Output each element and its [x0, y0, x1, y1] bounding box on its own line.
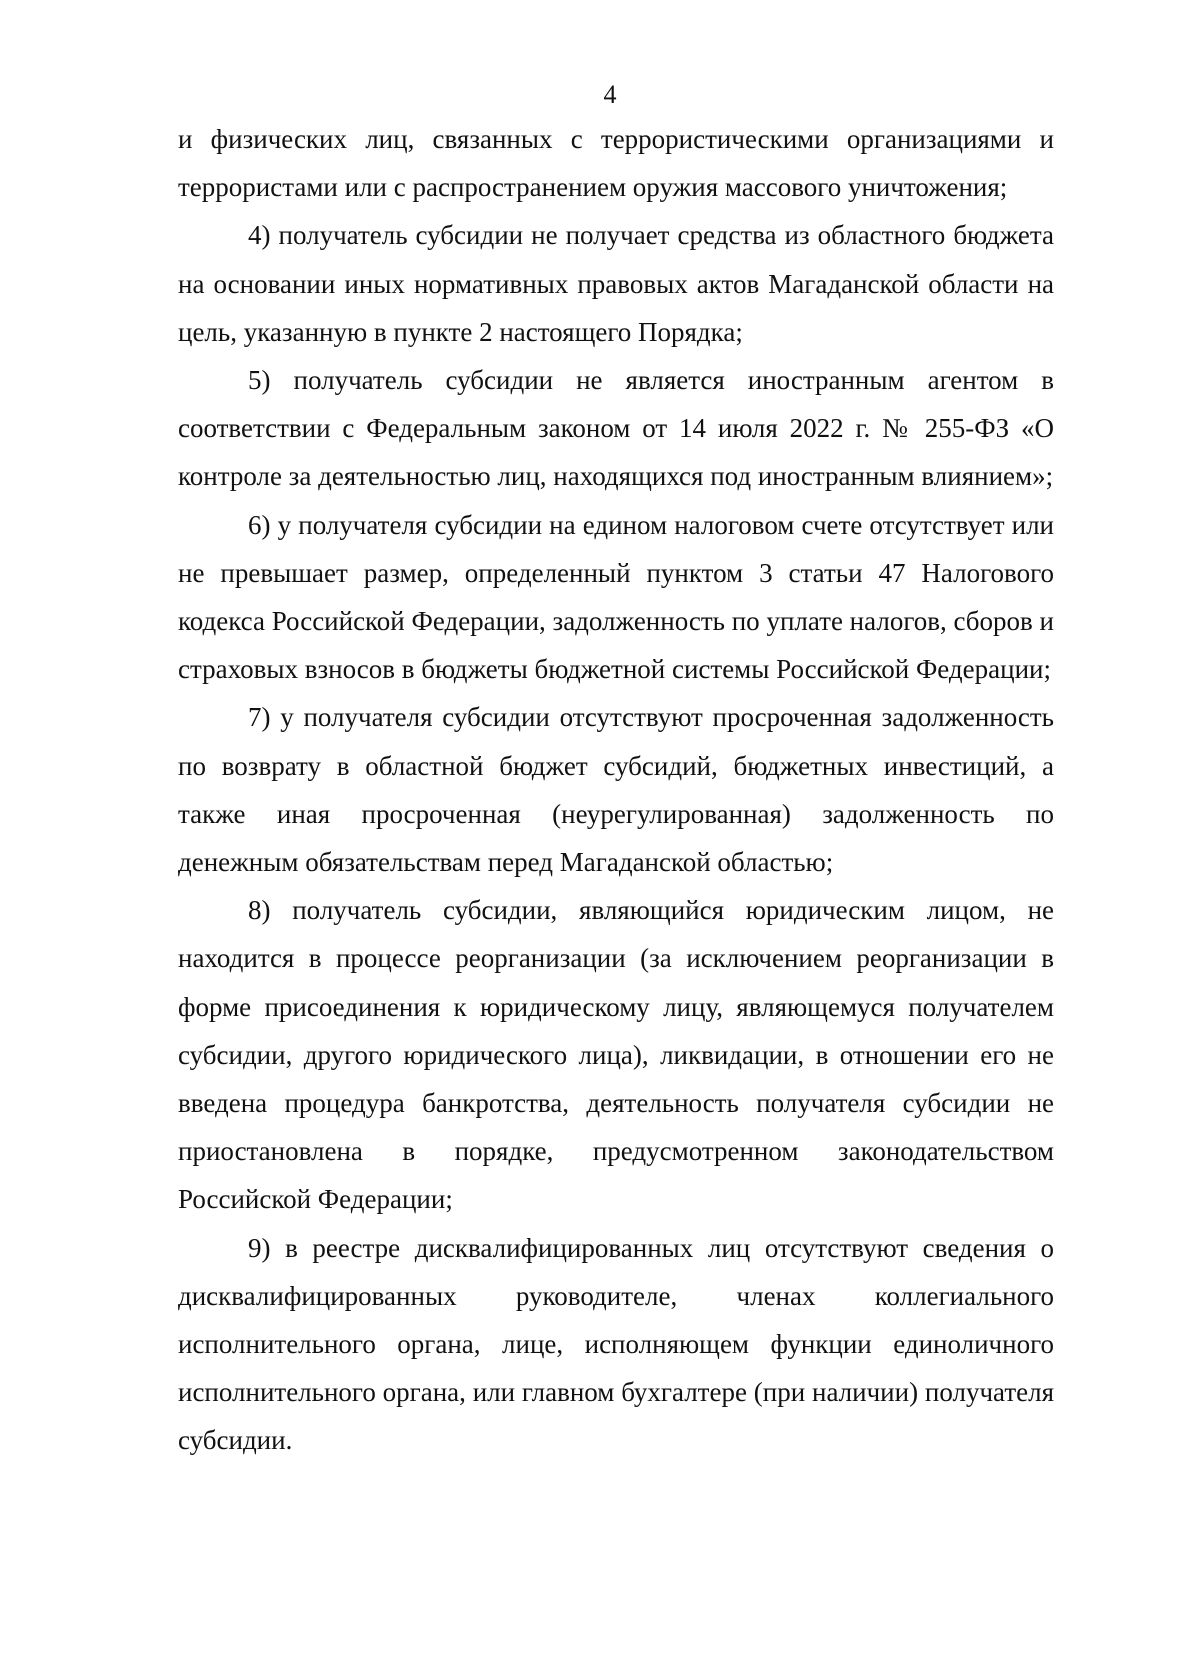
paragraph-item-6: 6) у получателя субсидии на едином налоговом счете отсутствует или не превышает размер, определенный пунктом 3 статьи 47 Налогового кодекса Российской Федерации, задолженность по уплате налогов, сборов и страховых взносов в бюджеты бюджетной системы Российской Федерации; [178, 509, 1054, 685]
page-number: 4 [603, 80, 617, 109]
paragraph-continuation: и физических лиц, связанных с террористическими организациями и террористами или с распространением оружия массового уничтожения; [178, 124, 1054, 203]
document-body [178, 115, 1054, 1465]
paragraph-item-5: 5) получатель субсидии не является иностранным агентом в соответствии с Федеральным законом от 14 июля 2022 г. № 255-ФЗ «О контроле за деятельностью лиц, находящихся под иностранным влиянием»; [178, 365, 1054, 492]
paragraph-item-4: 4) получатель субсидии не получает средства из областного бюджета на основании иных нормативных правовых актов Магаданской области на цель, указанную в пункте 2 настоящего Порядка; [178, 220, 1054, 347]
paragraph-item-9: 9) в реестре дисквалифицированных лиц отсутствуют сведения о дисквалифицированных руководителе, членах коллегиального исполнительного органа, лице, исполняющем функции единоличного исполнительного органа, или главном бухгалтере (при наличии) получателя субсидии. [178, 1232, 1054, 1456]
paragraph-item-8: 8) получатель субсидии, являющийся юридическим лицом, не находится в процессе реорганизации (за исключением реорганизации в форме присоединения к юридическому лицу, являющемуся получателем субсидии, другого юридического лица), ликвидации, в отношении его не введена процедура банкротства, деятельность получателя субсидии не приостановлена в порядке, предусмотренном законодательством Российской Федерации; [178, 895, 1054, 1215]
paragraph-item-7: 7) у получателя субсидии отсутствуют просроченная задолженность по возврату в областной бюджет субсидий, бюджетных инвестиций, а также иная просроченная (неурегулированная) задолженность по денежным обязательствам перед Магаданской областью; [178, 702, 1054, 878]
